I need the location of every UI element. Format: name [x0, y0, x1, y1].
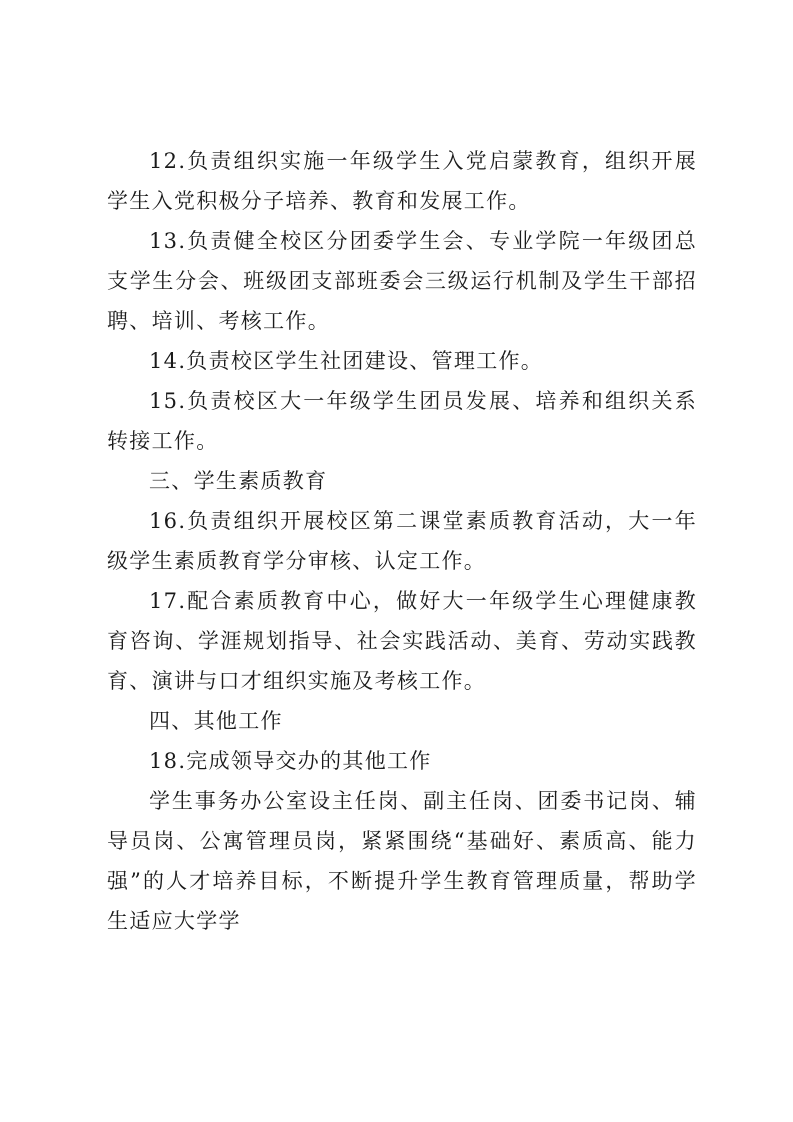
paragraph-item-15: 15.负责校区大一年级学生团员发展、培养和组织关系转接工作。 [107, 389, 697, 453]
section-heading-quality-education: 三、学生素质教育 [149, 469, 328, 493]
paragraph-item-18: 18.完成领导交办的其他工作 [149, 749, 432, 773]
paragraph-item-17: 17.配合素质教育中心，做好大一年级学生心理健康教育咨询、学涯规划指导、社会实践活动、美育、劳动实践教育、演讲与口才组织实施及考核工作。 [107, 589, 697, 693]
paragraph-item-14: 14.负责校区学生社团建设、管理工作。 [149, 349, 544, 373]
paragraph-item-13: 13.负责健全校区分团委学生会、专业学院一年级团总支学生分会、班级团支部班委会三级运行机制及学生干部招聘、培训、考核工作。 [107, 229, 697, 333]
paragraph-item-16: 16.负责组织开展校区第二课堂素质教育活动，大一年级学生素质教育学分审核、认定工作。 [107, 509, 697, 573]
document-body [107, 141, 697, 941]
paragraph-item-12: 12.负责组织实施一年级学生入党启蒙教育，组织开展学生入党积极分子培养、教育和发展工作。 [107, 149, 697, 213]
paragraph-office-summary: 学生事务办公室设主任岗、副主任岗、团委书记岗、辅导员岗、公寓管理员岗，紧紧围绕“基础好、素质高、能力强”的人才培养目标，不断提升学生教育管理质量，帮助学生适应大学学 [107, 789, 697, 933]
section-heading-other-work: 四、其他工作 [149, 709, 283, 733]
